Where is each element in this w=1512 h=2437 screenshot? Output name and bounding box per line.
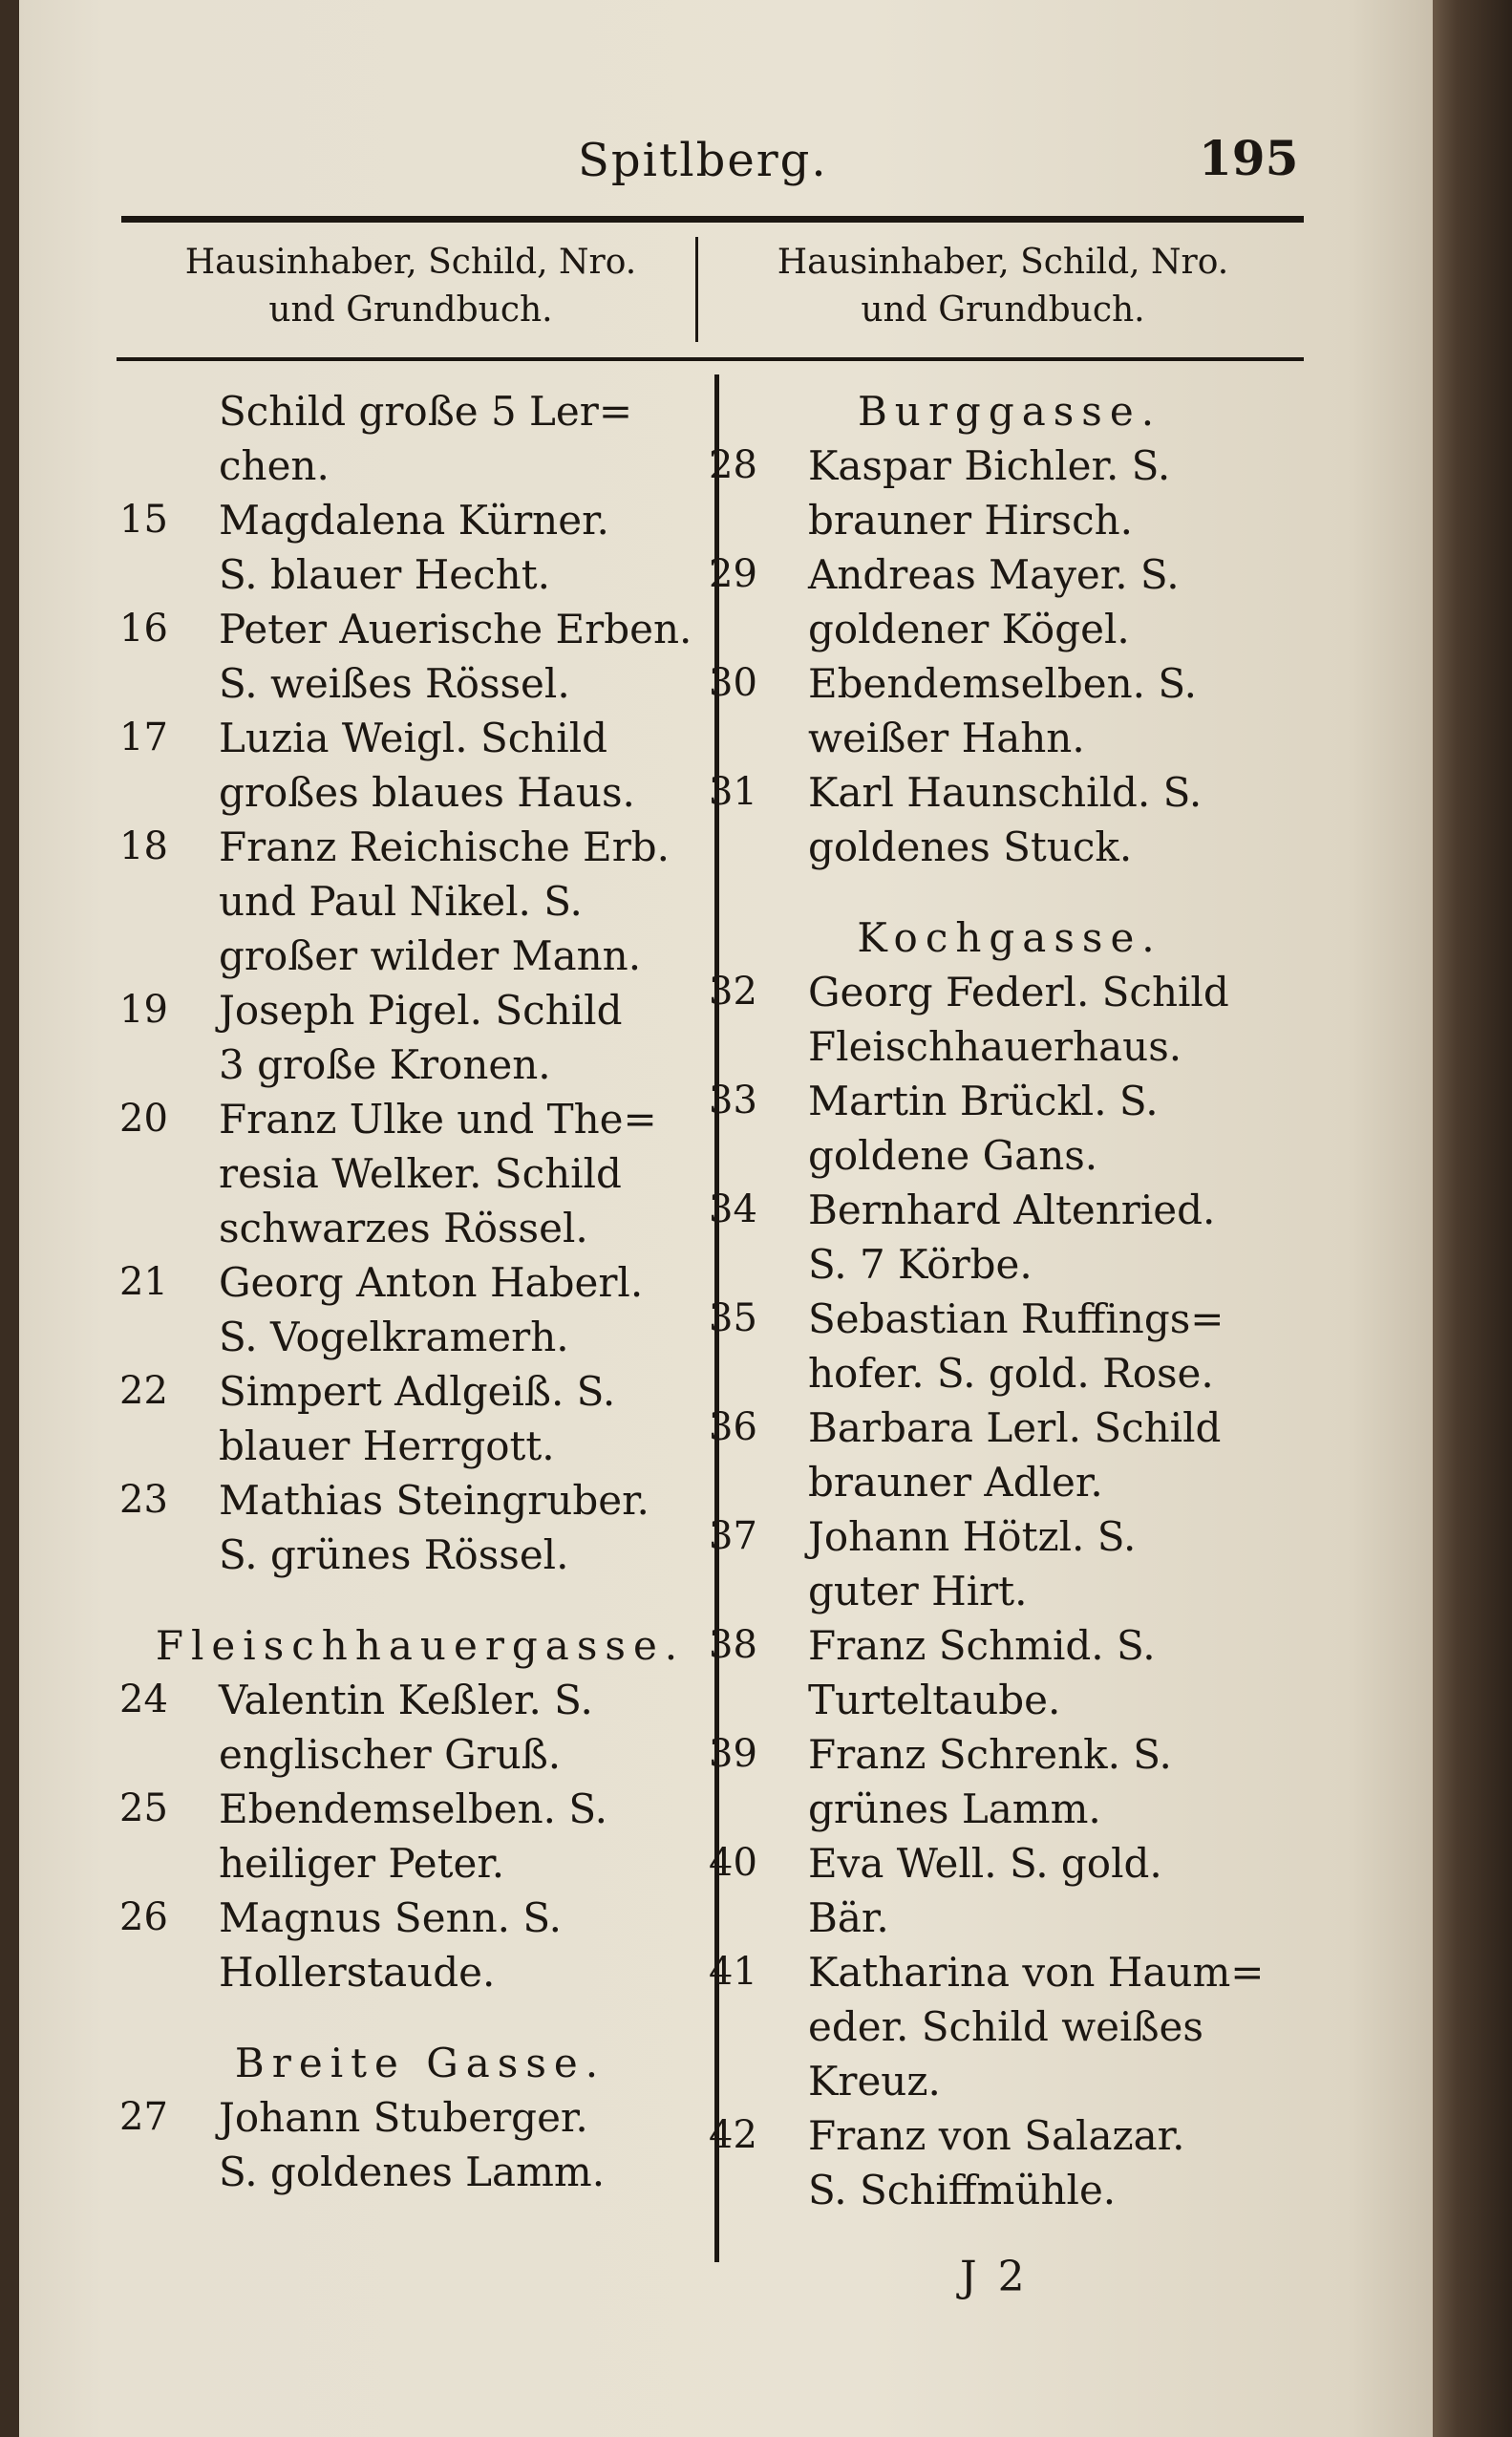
entry-line [119,384,721,438]
entry-text: schwarzes Rössel. [219,1205,588,1251]
signature-mark: J 2 [960,2253,1029,2301]
entry-text: Hollerstaude. [219,1949,496,1996]
house-number: 15 [119,498,168,542]
entry-line [709,1183,1310,1237]
entry-text: Kreuz. [808,2058,941,2105]
house-number: 25 [119,1786,168,1830]
entry-text: Fleischhauerhaus. [808,1023,1182,1070]
house-number: 42 [709,2113,757,2157]
entry-line [709,1128,1310,1183]
right-column [709,384,1310,2217]
entry-line [709,1945,1310,1999]
entry-line [709,2163,1310,2217]
entry-text: S. Vogelkramerh. [219,1314,569,1360]
entry-line [119,820,721,874]
entry-line [709,1673,1310,1727]
running-title: Spitlberg. [578,134,828,187]
street-heading: Kochgasse. [857,914,1162,961]
entry-line [709,1782,1310,1836]
entry-text: goldener Kögel. [808,606,1130,652]
entry-line [709,1074,1310,1128]
entry-line [709,602,1310,656]
house-number: 26 [119,1895,168,1939]
entry-text: Barbara Lerl. Schild [808,1404,1222,1451]
entry-line [709,1455,1310,1509]
entry-line [119,1673,721,1727]
entry-text: grünes Lamm. [808,1785,1101,1832]
entry-text: Franz Schmid. S. [808,1622,1156,1669]
house-number: 40 [709,1841,757,1885]
section-gap [119,1582,721,1618]
entry-line [709,493,1310,547]
entry-text: S. 7 Körbe. [808,1241,1033,1288]
entry-text: großes blaues Haus. [219,769,635,816]
house-number: 41 [709,1950,757,1994]
entry-line [119,1891,721,1945]
entry-text: Peter Auerische Erben. [219,606,692,652]
book-edge [1433,0,1512,2437]
entry-text: Mathias Steingruber. [219,1477,650,1524]
entry-line [709,1509,1310,1564]
entry-text: Eva Well. S. gold. [808,1840,1162,1887]
entry-text: S. goldenes Lamm. [219,2148,606,2195]
entry-text: brauner Hirsch. [808,497,1133,544]
house-number: 36 [709,1405,757,1449]
entry-line [119,983,721,1037]
entry-line [119,1092,721,1146]
entry-text: Andreas Mayer. S. [808,551,1180,598]
entry-line [119,2090,721,2145]
column-heading-right [716,239,1289,334]
entry-text: S. Schiffmühle. [808,2167,1117,2213]
street-heading: Fleischhauergasse. [155,1622,686,1669]
entry-text: Johann Hötzl. S. [808,1513,1137,1560]
entry-line [119,1146,721,1201]
entry-line [709,656,1310,711]
entry-line [709,1999,1310,2054]
entry-text: Bernhard Altenried. [808,1186,1216,1233]
entry-text: weißer Hahn. [808,715,1085,761]
entry-line [119,1473,721,1528]
entry-line [709,1564,1310,1618]
column-heading-right-line: und Grundbuch. [861,290,1145,330]
entry-text: Georg Federl. Schild [808,969,1229,1015]
entry-line [119,602,721,656]
entry-line [119,1836,721,1891]
section-gap [709,874,1310,910]
entry-line [119,874,721,929]
house-number: 37 [709,1514,757,1558]
house-number: 32 [709,970,757,1014]
entry-text: Johann Stuberger. [219,2094,588,2141]
entry-text: goldenes Stuck. [808,823,1133,870]
entry-text: S. weißes Rössel. [219,660,570,707]
house-number: 29 [709,552,757,596]
entry-line [119,656,721,711]
entry-text: chen. [219,442,330,489]
entry-line [119,1419,721,1473]
entry-text: 3 große Kronen. [219,1041,551,1088]
entry-text: Kaspar Bichler. S. [808,442,1171,489]
running-header [19,130,1433,201]
entry-text: S. blauer Hecht. [219,551,550,598]
entry-line [119,929,721,983]
entry-line [119,438,721,493]
entry-line [119,1201,721,1255]
entry-line [119,765,721,820]
entry-line [709,2054,1310,2108]
entry-line [709,1836,1310,1891]
house-number: 39 [709,1732,757,1776]
entry-line [119,1782,721,1836]
entry-line [119,1310,721,1364]
entry-line [709,765,1310,820]
entry-text: S. grünes Rössel. [219,1531,569,1578]
entry-line [709,1019,1310,1074]
entry-text: Franz Ulke und The= [219,1096,657,1143]
header-rule [121,216,1304,223]
entry-line [709,547,1310,602]
page-number: 195 [1199,130,1299,186]
house-number: 38 [709,1623,757,1667]
entry-text: Turteltaube. [808,1677,1061,1723]
entry-text: Luzia Weigl. Schild [219,715,608,761]
entry-line [119,1945,721,1999]
house-number: 21 [119,1260,168,1304]
house-number: 28 [709,443,757,487]
entry-text: Franz von Salazar. [808,2112,1185,2159]
entry-line [119,1528,721,1582]
house-number: 33 [709,1079,757,1122]
entry-line [119,547,721,602]
column-heading-left-line: Hausinhaber, Schild, Nro. [184,243,637,282]
entry-text: und Paul Nikel. S. [219,878,583,925]
entry-line [709,1891,1310,1945]
entry-text: Ebendemselben. S. [808,660,1197,707]
entry-text: Bär. [808,1894,889,1941]
entry-text: Valentin Keßler. S. [219,1677,593,1723]
entry-line [709,711,1310,765]
entry-line [119,711,721,765]
entry-line [709,1400,1310,1455]
entry-line [709,1618,1310,1673]
entry-text: Georg Anton Haberl. [219,1259,644,1306]
entry-text: großer wilder Mann. [219,932,642,979]
entry-text: guter Hirt. [808,1568,1028,1614]
entry-text: Karl Haunschild. S. [808,769,1203,816]
house-number: 24 [119,1678,168,1721]
heading-divider [695,237,698,342]
entry-text: resia Welker. Schild [219,1150,622,1197]
column-heading-left-line: und Grundbuch. [268,290,553,330]
left-column [119,384,721,2199]
entry-line [709,2108,1310,2163]
house-number: 18 [119,824,168,868]
entry-text: Franz Schrenk. S. [808,1731,1172,1778]
entry-text: hofer. S. gold. Rose. [808,1350,1214,1397]
house-number: 27 [119,2095,168,2139]
entry-text: brauner Adler. [808,1459,1103,1506]
house-number: 16 [119,607,168,651]
house-number: 22 [119,1369,168,1413]
entry-text: Magnus Senn. S. [219,1894,562,1941]
entry-text: Ebendemselben. S. [219,1785,607,1832]
house-number: 19 [119,988,168,1032]
entry-line [119,1364,721,1419]
column-heading-right-line: Hausinhaber, Schild, Nro. [777,243,1229,282]
street-heading: Burggasse. [857,388,1162,435]
entry-text: Sebastian Ruffings= [808,1295,1225,1342]
entry-text: Katharina von Haum= [808,1949,1265,1996]
section-gap [119,1999,721,2036]
house-number: 30 [709,661,757,705]
entry-line [709,438,1310,493]
entry-text: Martin Brückl. S. [808,1078,1159,1124]
entry-text: Franz Reichische Erb. [219,823,671,870]
entry-text: englischer Gruß. [219,1731,562,1778]
book-page [19,0,1433,2437]
column-heading-left [124,239,697,334]
house-number: 23 [119,1478,168,1522]
entry-text: blauer Herrgott. [219,1422,555,1469]
entry-text: heiliger Peter. [219,1840,505,1887]
entry-text: Magdalena Kürner. [219,497,609,544]
entry-line [709,820,1310,874]
entry-line [119,1255,721,1310]
entry-text: goldene Gans. [808,1132,1098,1179]
house-number: 35 [709,1296,757,1340]
entry-line [709,965,1310,1019]
house-number: 34 [709,1187,757,1231]
entry-text: Simpert Adlgeiß. S. [219,1368,616,1415]
entry-line [709,1727,1310,1782]
entry-line [119,493,721,547]
street-heading: Breite Gasse. [234,2040,607,2086]
entry-text: Schild große 5 Ler= [219,388,633,435]
house-number: 31 [709,770,757,814]
entry-line [709,1292,1310,1346]
entry-text: eder. Schild weißes [808,2003,1203,2050]
house-number: 17 [119,716,168,759]
entry-text: Joseph Pigel. Schild [219,987,623,1034]
entry-line [709,1346,1310,1400]
entry-line [119,1727,721,1782]
entry-line [709,1237,1310,1292]
entry-line [119,1037,721,1092]
table-rule [117,357,1304,361]
entry-line [119,2145,721,2199]
house-number: 20 [119,1097,168,1141]
